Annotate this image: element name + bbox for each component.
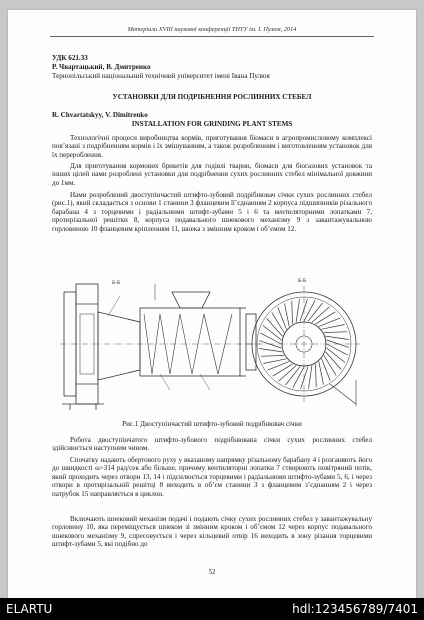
paragraph: Для приготування кормових брикетів для годівлі тварин, біомаси для біогазових установок та інших цілей нами розроблені установки для подрібнення сухих рослинних стебел мінімальної довжини до 1мм.	[52, 162, 372, 187]
drum-tooth	[322, 325, 345, 330]
drum-tooth	[259, 341, 281, 348]
running-head: Матеріали XVIII наукової конференції ТНТУ ім. І. Пулюя, 2014	[127, 26, 297, 33]
authors-en: R. Chvartatskyy, V. Dimitrenko	[52, 111, 148, 119]
drum-tooth	[279, 366, 297, 382]
cross-section-view	[246, 286, 360, 406]
drum-tooth	[316, 312, 336, 324]
udk-code: УДК 621.33	[52, 54, 88, 62]
drum-tooth	[285, 303, 290, 326]
paragraph: Нами розроблений двоступінчастий штифто-зубовий подрібнювач січки сухих рослинних стебел (рис.1), який складається з основи 1 станини 3 фланцевим її’єднанням 2 корпуса підшипників різального барабана 4 з торцевими і радіальними штифт-зубами 5 і 6 та вентиляторними лопатками 7, протирізальної решітки 8, корпуса подавального шнекового механізму 9 з завантажувальною горловиною 10 фланцевим кріпленням 11, шнека з змінним кроком і об’ємом 12.	[52, 191, 372, 233]
paragraph: Робота двоступінчатого штифто-зубового подрібнювана січки сухих рослинних стебел здійснюється наступним чином.	[52, 436, 372, 453]
loading-hopper	[172, 292, 210, 308]
feed-housing	[98, 312, 140, 380]
section-label-a: Б-Б	[112, 280, 121, 286]
figure-caption: Рис.1 Двоступінчастий штифто-зубовий подрібнювач січки	[122, 420, 302, 428]
drum-tooth	[324, 356, 336, 376]
drum-tooth	[286, 367, 301, 385]
handle-id: hdl:123456789/7401	[292, 602, 418, 616]
drum-tooth	[319, 318, 341, 327]
drum-tooth	[327, 340, 349, 347]
drum-tooth	[292, 301, 293, 324]
repository-name: ELARTU	[6, 602, 53, 616]
drum-tooth	[322, 359, 331, 381]
drum-tooth	[267, 319, 283, 337]
drum-tooth	[312, 307, 330, 323]
drum-tooth	[272, 313, 284, 333]
drum-tooth	[261, 356, 284, 357]
drum-tooth	[301, 367, 308, 389]
authors-ua: Р. Чвартацький, В. Дмитренко	[52, 63, 151, 71]
drum-tooth	[300, 299, 307, 321]
affiliation-ua: Тернопільський національний технічний університет імені Івана Пулюя	[52, 72, 270, 80]
figure-grinder-drawing	[60, 274, 360, 416]
document-page	[8, 10, 416, 598]
section-label-b: Б-Б	[298, 278, 307, 284]
footer-bar	[0, 598, 424, 620]
drum-tooth	[324, 332, 347, 333]
drum-tooth	[326, 352, 342, 370]
title-en: INSTALLATION FOR GRINDING PLANT STEMS	[131, 120, 293, 128]
header-rule	[50, 36, 374, 37]
drum-tooth	[296, 299, 299, 322]
drum-tooth	[263, 326, 281, 341]
paragraph: Спочатку надають обертового руху у вказаному напрямку різальному барабану 4 і розганяють його до швидкості ω>314 рад/сек або більше, причому вентиляторні лопатки 7 створюють повітряний потік, який проходить через отвори 13, 14 і підсилюється торцевими і радіальними штифто-зубами 5, 6, і через отвори в протирізальній решітці 8 виходить в об’єм станини 3 з фланцевим з’єднанням 2 і через патрубок 15 направляється в циклон.	[52, 456, 372, 498]
title-ua: УСТАНОВКИ ДЛЯ ПОДРІБНЕННЯ РОСЛИННИХ СТЕБЕЛ	[112, 93, 312, 101]
drum-tooth	[309, 366, 312, 389]
drum-tooth	[327, 348, 345, 363]
page-number: 52	[208, 568, 216, 576]
drum-tooth	[273, 364, 293, 376]
screw-housing	[140, 308, 240, 376]
drum-tooth	[316, 364, 317, 387]
drum-tooth	[278, 307, 287, 329]
drum-tooth	[267, 362, 289, 371]
drum-tooth	[319, 362, 324, 385]
drum-tooth	[263, 359, 286, 364]
paragraph: Включають шнековий механізм подачі і подають січку сухих рослинних стебел у завантажувальну горловину 10, яка переміщується шнеком зі змінним кроком і об’ємом 12 через корпус подавального шнекового механізму 9, спресовується і через кільцевий отвір 16 виходить в зону різання торцевими штифт-зубами 5, які подібно до	[52, 515, 372, 549]
drum-tooth	[308, 303, 323, 321]
grinder-drawing	[60, 274, 360, 416]
paragraph: Технологічні процеси виробництва кормів, приготування біомаси в агропромисловому комплексі пов’язані з подрібненням кормів і їх змішуванням, а також розробленням і виготовленням установок для їх перероблення.	[52, 134, 372, 159]
drum-tooth	[326, 336, 349, 339]
drum-tooth	[259, 349, 282, 352]
